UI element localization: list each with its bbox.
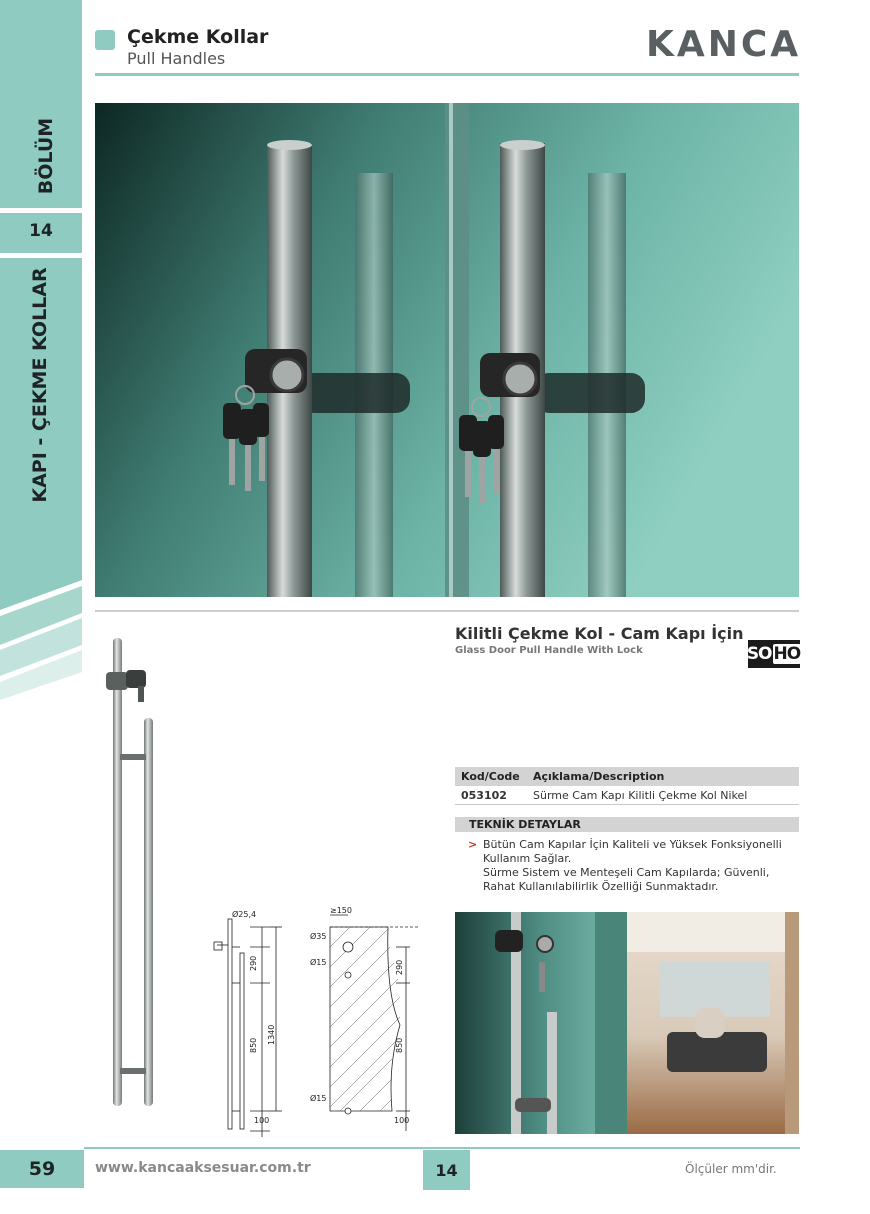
table-header-row	[455, 767, 799, 786]
dim-glass-mid: 850	[395, 1037, 404, 1053]
sidebar	[0, 0, 84, 1150]
product-photo-illustration	[95, 103, 799, 597]
dim-height-total: 1340	[267, 1024, 276, 1045]
dim-hole-mid: Ø15	[310, 958, 327, 967]
dim-hole-bottom: Ø15	[310, 1094, 327, 1103]
technical-drawing	[210, 905, 425, 1142]
section-divider	[95, 610, 799, 612]
installation-photo-illustration	[455, 912, 799, 1134]
chapter-number: 14	[423, 1150, 470, 1190]
dim-glass-width: ≥150	[330, 906, 352, 915]
bullet-arrow-icon: >	[468, 838, 478, 851]
dim-height-mid: 850	[249, 1037, 258, 1053]
handle-illustration	[100, 630, 170, 1110]
section-label: BÖLÜM	[35, 117, 57, 195]
series-logo-part-a: SO	[746, 644, 772, 664]
column-header-description: Açıklama/Description	[527, 767, 799, 786]
chapter-label: KAPI - ÇEKME KOLLAR	[29, 267, 51, 503]
product-subtitle: Glass Door Pull Handle With Lock	[455, 645, 643, 656]
units-note: Ölçüler mm'dir.	[685, 1162, 777, 1176]
column-header-code: Kod/Code	[455, 767, 527, 786]
dim-rod-diameter: Ø25,4	[232, 910, 257, 919]
tech-details-body	[468, 838, 803, 894]
series-logo-part-b: HO	[773, 644, 801, 664]
product-photo	[95, 103, 799, 597]
website-link[interactable]: www.kancaaksesuar.com.tr	[95, 1160, 311, 1176]
brand-logo: KANCA	[646, 24, 802, 65]
dim-hole-top: Ø35	[310, 932, 327, 941]
tech-detail-line-1: Bütün Cam Kapılar İçin Kaliteli ve Yüksek Fonksiyonelli Kullanım Sağlar.	[483, 838, 782, 865]
table-row	[455, 786, 799, 805]
dim-height-top: 290	[249, 955, 258, 971]
cell-description: Sürme Cam Kapı Kilitli Çekme Kol Nikel	[527, 786, 799, 805]
dim-glass-bottom: 100	[394, 1116, 410, 1125]
installation-photo	[455, 912, 799, 1134]
series-logo	[748, 640, 800, 668]
page-title: Çekme Kollar	[127, 26, 269, 48]
footer-divider	[84, 1147, 800, 1149]
product-title: Kilitli Çekme Kol - Cam Kapı İçin	[455, 624, 744, 643]
dim-height-bottom: 100	[254, 1116, 270, 1125]
header-divider	[95, 73, 799, 76]
dim-glass-top: 290	[395, 959, 404, 975]
section-number: 14	[29, 221, 53, 241]
cell-code: 053102	[455, 786, 527, 805]
title-marker	[95, 30, 115, 50]
product-code-table	[455, 767, 799, 805]
tech-details-header: TEKNİK DETAYLAR	[455, 817, 799, 832]
page-number: 59	[28, 1158, 56, 1180]
tech-detail-line-2: Sürme Sistem ve Menteşeli Cam Kapılarda; Güvenli, Rahat Kullanılabilirlik Özelliği Sunmaktadır.	[483, 866, 770, 893]
page-subtitle: Pull Handles	[127, 49, 226, 68]
